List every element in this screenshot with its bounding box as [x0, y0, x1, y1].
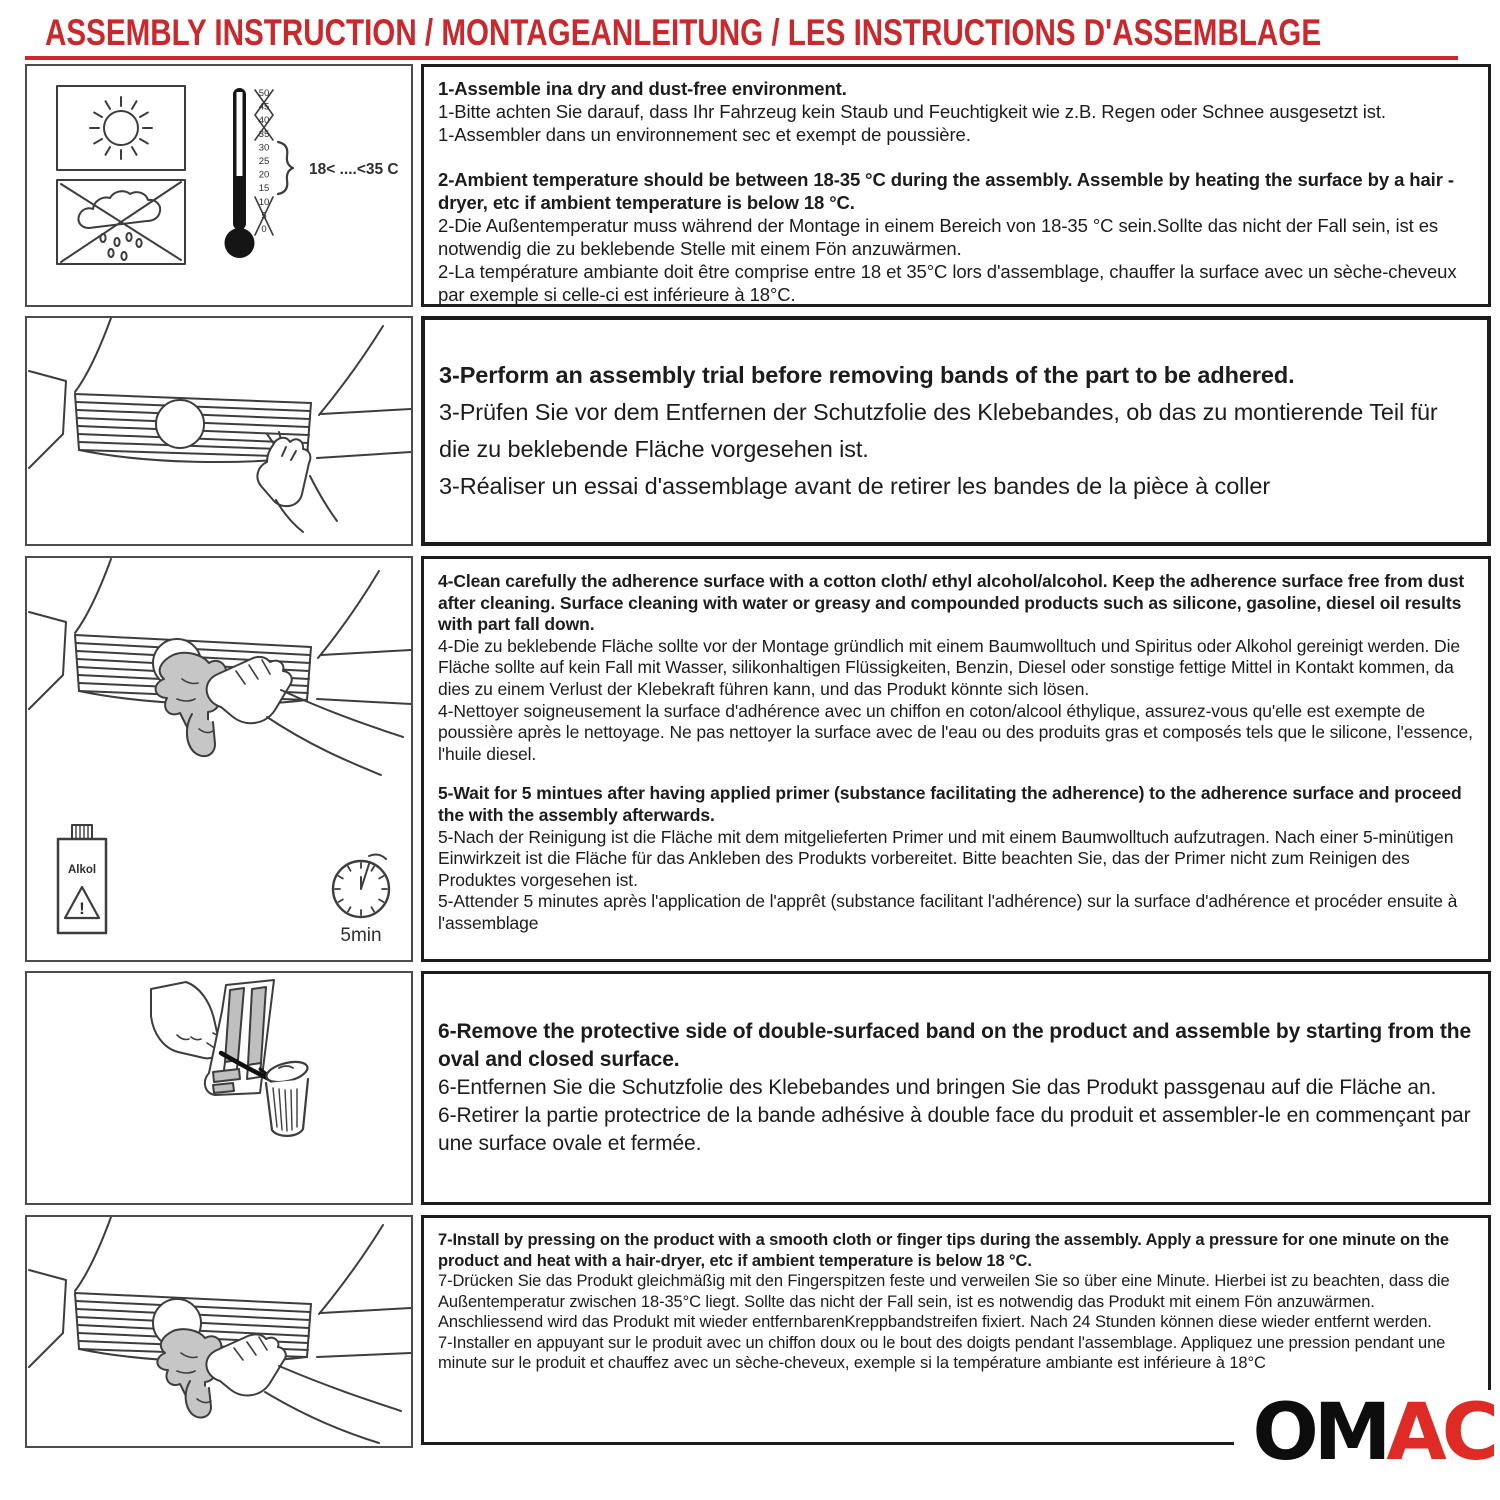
instruction-text: 1-Assemble ina dry and dust-free environment. — [438, 78, 847, 99]
climate-illustration — [27, 66, 411, 305]
warning-mark: ! — [79, 899, 85, 918]
instruction-text: 2-La température ambiante doit être comprise entre 18 et 35°C lors d'assemblage, chauffer la surface avec un sèche-cheveux par exemple si celle-ci est inférieure à 18°C. — [438, 261, 1457, 305]
instruction-text: 7-Drücken Sie das Produkt gleichmäßig mit den Fingerspitzen feste und verweilen Sie so über eine Minute. Hierbei ist zu beachten, dass die Außentemperatur zwischen 18-35°C liegt. Sollte das nicht der Fall sein, ist es notwendig das Produkt mit einem Fön anzuwärmen. Anschliessend wird das Produkt mit wieder entfernbarenKreppbandstreifen fixiert. Nach 24 Stunden können diese wieder entfernt werden. — [438, 1272, 1450, 1331]
instruction-text: 4-Nettoyer soigneusement la surface d'adhérence avec un chiffon en coton/alcool éthylique, assurez-vous qu'elle est exempte de poussière après le nettoyage. Ne pas nettoyer la surface avec de l'eau ou des produits gras et composés tels que le silicone, l'essence, l'huile diesel. — [438, 700, 1473, 764]
instruction-text: 4-Die zu beklebende Fläche sollte vor der Montage gründlich mit einem Baumwolltuch und Spiritus oder Alkohol gereinigt werden. Die Fläche sollte auf kein Fall mit Wasser, silikonhaltigen Flüssigkeiten, Benzin, Diesel oder sonstige fettige Mittel in Kontakt kommen, da dies zu einem Verlust der Klebekraft führen kann, und das Produkt könnte sich lösen. — [438, 635, 1461, 699]
svg-text:50: 50 — [258, 88, 270, 99]
instruction-text: 6-Retirer la partie protectrice de la bande adhésive à double face du produit et assembler-le en commençant par une surface ovale et fermée. — [438, 1104, 1471, 1155]
trash-can-icon — [264, 1058, 309, 1136]
instruction-4-5-box — [421, 556, 1491, 962]
instruction-text: 3-Perform an assembly trial before removing bands of the part to be adhered. — [439, 362, 1295, 388]
omac-logo-red-letters: AC — [1386, 1388, 1494, 1478]
wait-time-label: 5min — [340, 925, 382, 946]
instruction-text: 6-Entfernen Sie die Schutzfolie des Klebebandes und bringen Sie das Produkt passgenau auf die Fläche an. — [438, 1076, 1437, 1099]
instruction-text: 6-Remove the protective side of double-surfaced band on the product and assemble by starting from the oval and closed surface. — [438, 1020, 1472, 1071]
svg-text:35: 35 — [258, 128, 270, 140]
instruction-text: 1-Bitte achten Sie darauf, dass Ihr Fahrzeug kein Staub und Feuchtigkeit wie z.B. Regen oder Schnee ausgesetzt ist. — [438, 101, 1386, 122]
illustration-remove-band-box — [25, 971, 413, 1205]
svg-text:20: 20 — [258, 169, 270, 181]
svg-text:10: 10 — [258, 196, 270, 208]
svg-text:15: 15 — [258, 183, 270, 195]
page-title: ASSEMBLY INSTRUCTION / MONTAGEANLEITUNG / LES INSTRUCTIONS D'ASSEMBLAGE — [45, 12, 1322, 53]
alcohol-bottle-label: Alkol — [67, 864, 97, 876]
omac-logo — [1234, 1390, 1500, 1486]
omac-logo-black-letters: OM — [1252, 1388, 1387, 1478]
car-grille-pressing-illustration — [27, 1217, 411, 1446]
instruction-text: 1-Assembler dans un environnement sec et exempt de poussière. — [438, 124, 971, 145]
svg-text:45: 45 — [258, 101, 270, 113]
illustration-climate-box — [25, 64, 413, 307]
instruction-3-box — [421, 316, 1491, 546]
svg-text:0: 0 — [261, 224, 267, 235]
instruction-text: 7-Installer en appuyant sur le produit avec un chiffon doux ou le bout des doigts pendant l'assemblage. Appliquez une pression pendant une minute sur le produit et chauffez avec un sèche-cheveux, exemple si la température ambiante est inférieure à 18°C — [438, 1333, 1446, 1372]
thermometer-scale — [259, 88, 270, 235]
illustration-assembly-trial-box — [25, 316, 413, 546]
instruction-text: 5-Nach der Reinigung ist die Fläche mit dem mitgelieferten Primer und mit einem Baumwolltuch aufzutragen. Nach einer 5-minütigen Einwirkzeit ist die Fläche für das Ankleben des Produkts vorbereitet. Bitte beachten Sie, das der Primer nicht zum Reinigen des Produktes vorgesehen ist. — [438, 826, 1454, 890]
no-rain-icon — [57, 180, 185, 264]
instruction-text: 3-Réaliser un essai d'assemblage avant de retirer les bandes de la pièce à coller — [439, 473, 1271, 499]
hand-icon — [257, 432, 337, 532]
illustration-pressing-box — [25, 1215, 413, 1448]
instruction-text: 7-Install by pressing on the product with a smooth cloth or finger tips during the assembly. Apply a pressure for one minute on the product and heat with a hair-dryer, etc if ambient temperature is below 18 °C. — [438, 1231, 1449, 1270]
clock-icon — [333, 855, 389, 917]
instruction-text: 4-Clean carefully the adherence surface with a cotton cloth/ ethyl alcohol/alcohol. Keep the adherence surface free from dust after cleaning. Surface cleaning with water or greasy and compounded products such as silicone, gasoline, diesel oil results with part fall down. — [438, 571, 1465, 635]
sun-icon — [57, 86, 185, 170]
car-grille-icon — [29, 318, 411, 468]
car-grille-cleaning-illustration — [27, 558, 411, 960]
instruction-text: 5-Wait for 5 mintues after having applied primer (substance facilitating the adherence) to the adherence surface and proceed the with the assembly afterwards. — [438, 783, 1462, 825]
instruction-1-2-box — [421, 64, 1491, 307]
instruction-6-box — [421, 971, 1491, 1205]
remove-band-illustration — [27, 973, 411, 1203]
svg-text:30: 30 — [258, 142, 270, 154]
instruction-text: 5-Attender 5 minutes après l'application de l'apprêt (substance facilitant l'adhérence) sur la surface d'adhérence et procéder ensuite à l'assemblage — [438, 891, 1458, 933]
hand-icon — [207, 657, 403, 775]
svg-text:40: 40 — [258, 115, 270, 127]
svg-text:25: 25 — [258, 156, 270, 167]
instruction-text: 2-Die Außentemperatur muss während der Montage in einem Bereich von 18-35 °C sein.Sollte das nicht der Fall sein, ist es notwendig die zu beklebende Stelle mit einem Fön anzuwärmen. — [438, 215, 1439, 259]
svg-text:5: 5 — [261, 210, 267, 222]
illustration-cleaning-box — [25, 556, 413, 962]
car-grille-trial-illustration — [27, 318, 411, 544]
title-underline — [25, 56, 1458, 60]
temperature-range-label: 18< ....<35 C — [309, 161, 399, 178]
instruction-text: 2-Ambient temperature should be between 18-35 °C during the assembly. Assemble by heating the surface by a hair -dryer, etc if ambient temperature is below 18 °C. — [438, 169, 1454, 213]
instruction-text: 3-Prüfen Sie vor dem Entfernen der Schutzfolie des Klebebandes, ob das zu montierende Teil für die zu beklebende Fläche vorgesehen ist. — [439, 399, 1438, 462]
